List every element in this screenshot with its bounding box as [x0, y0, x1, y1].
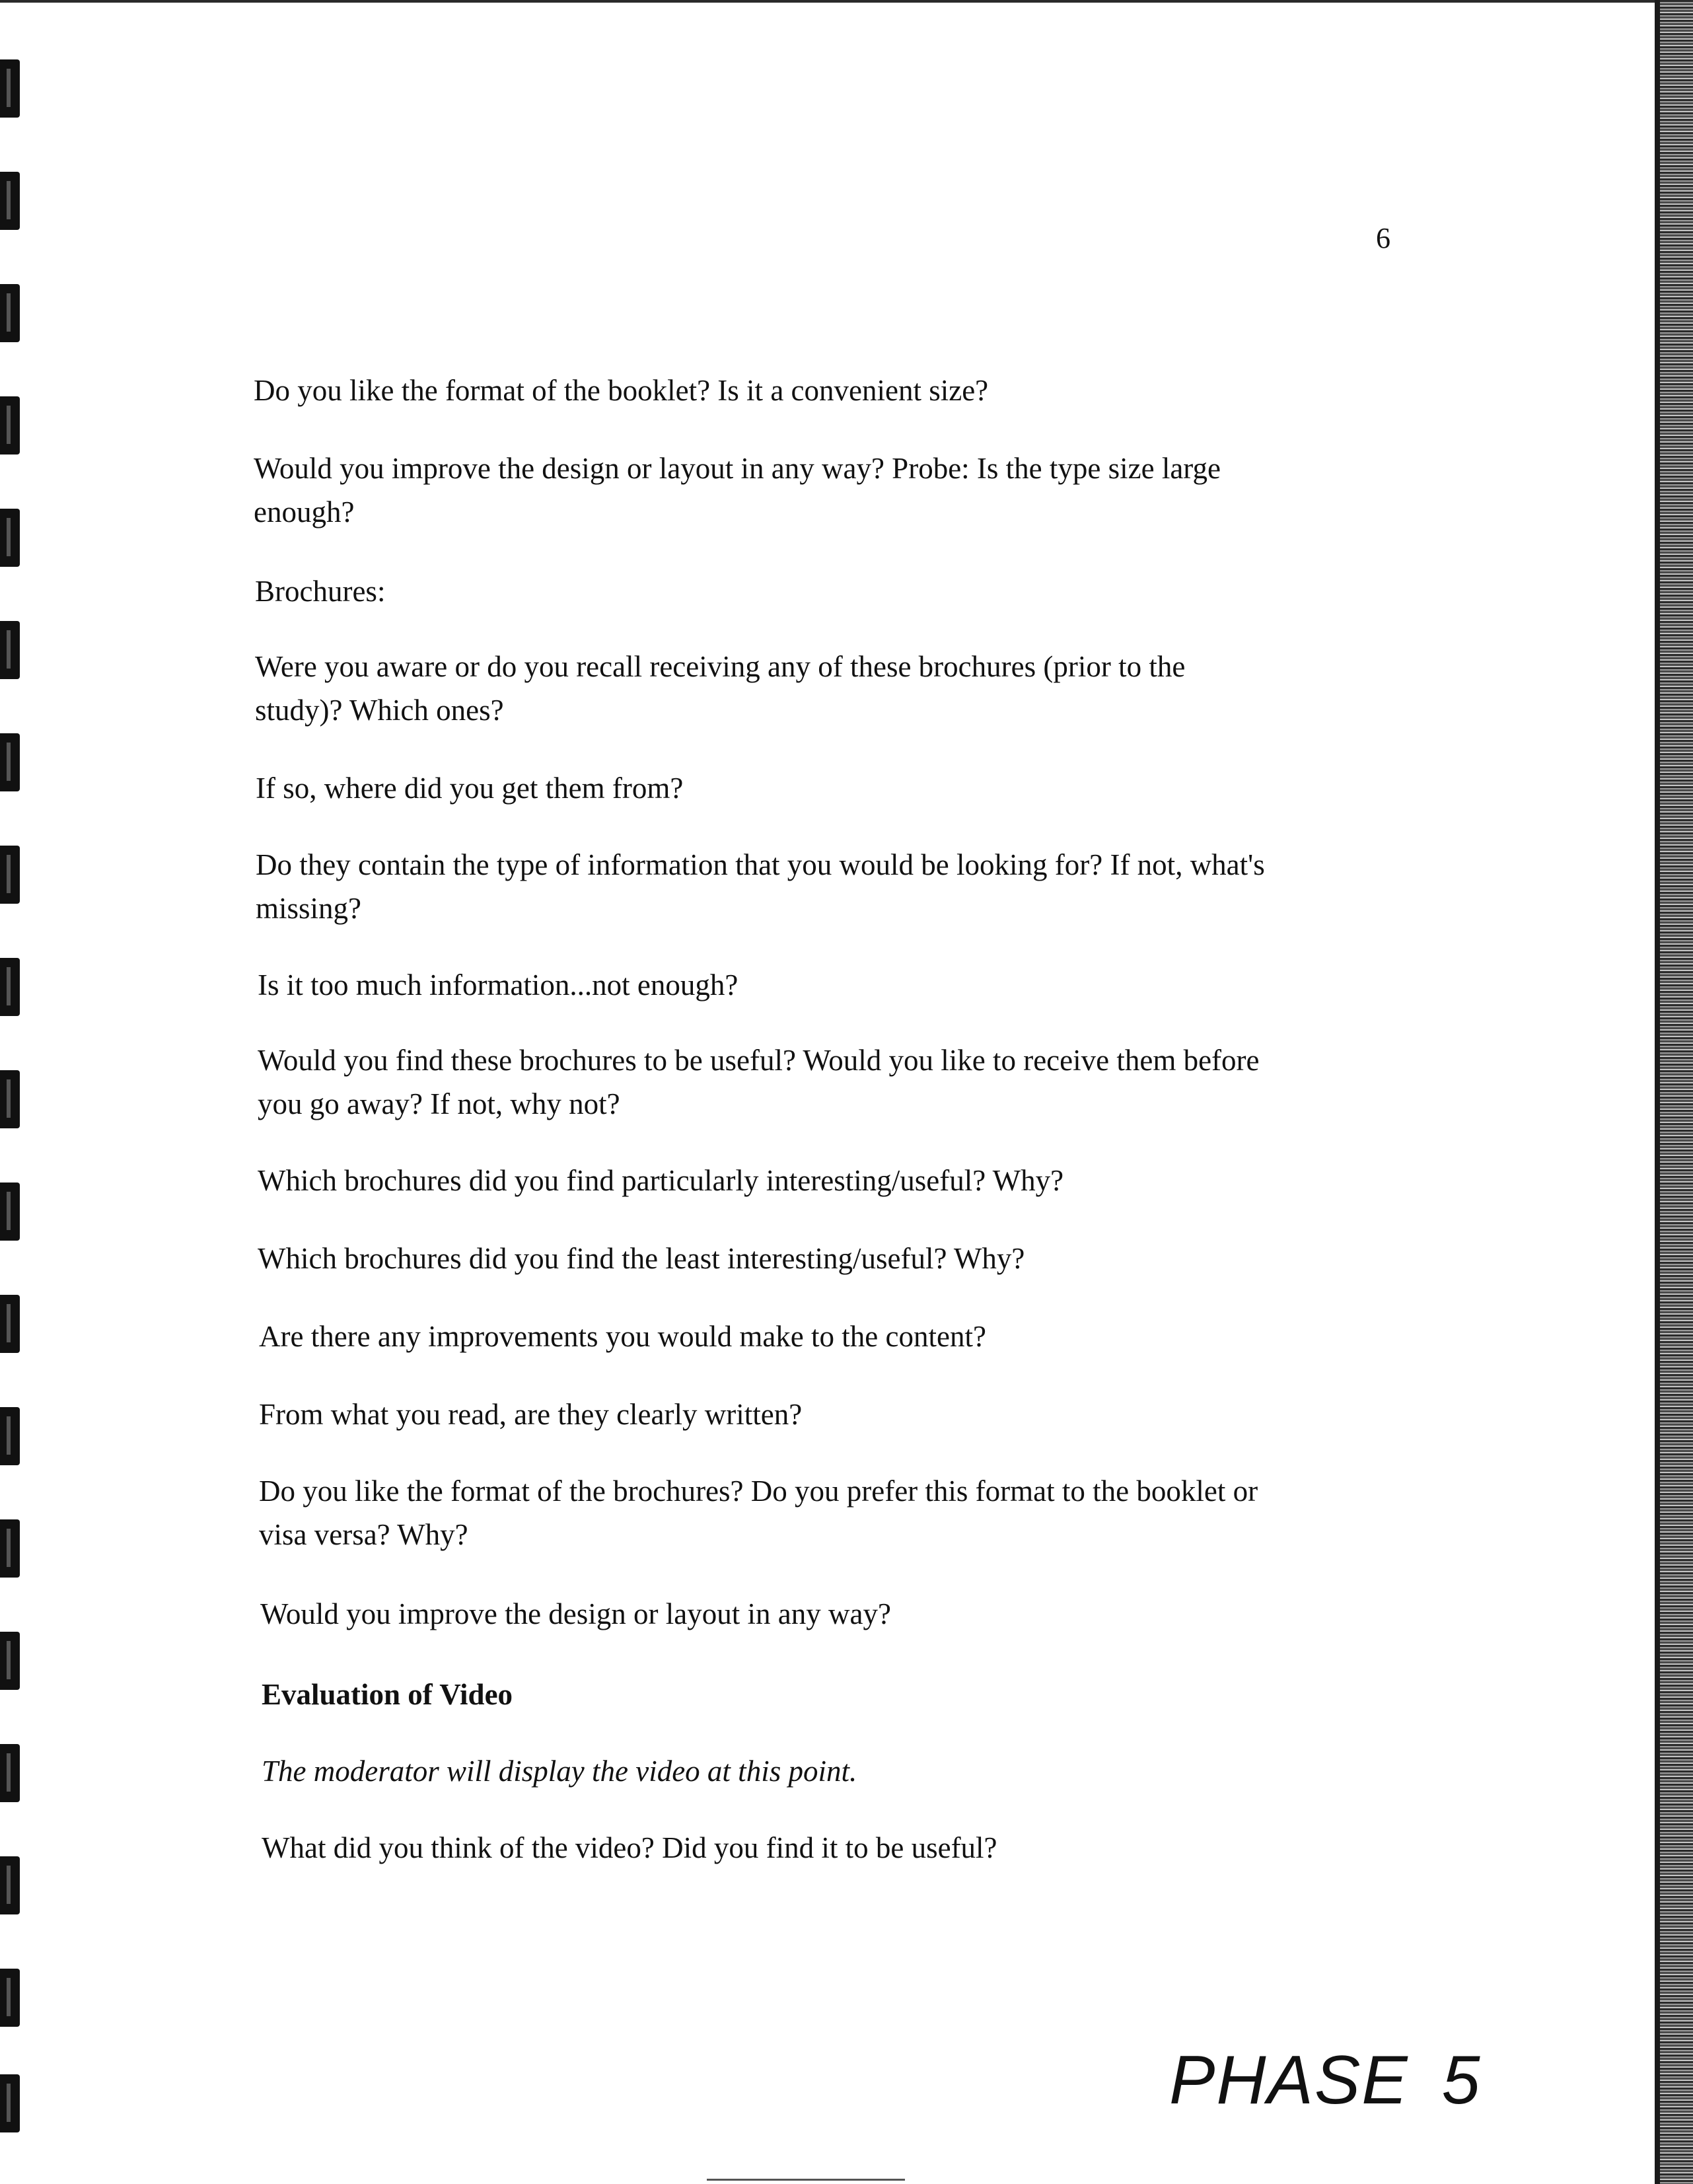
text-line: Are there any improvements you would make to the content? — [259, 1320, 986, 1353]
binder-tab — [0, 1070, 20, 1128]
text-line: enough? — [254, 495, 355, 528]
text-line: Were you aware or do you recall receiving any of these brochures (prior to the — [255, 650, 1186, 683]
binder-tab — [0, 172, 20, 230]
text-line: Do they contain the type of information that you would be looking for? If not, what's — [256, 848, 1265, 881]
text-line: The moderator will display the video at this point. — [262, 1755, 857, 1788]
text-line: Would you find these brochures to be useful? Would you like to receive them before — [258, 1044, 1260, 1077]
binder-tab — [0, 2074, 20, 2132]
binder-edge — [1655, 0, 1693, 2184]
binder-tab — [0, 1744, 20, 1802]
text-line: What did you think of the video? Did you find it to be useful? — [262, 1831, 997, 1864]
top-border-line — [0, 0, 1658, 3]
text-line: Do you like the format of the brochures? Do you prefer this format to the booklet or — [259, 1474, 1258, 1508]
question-booklet-design — [254, 447, 1221, 534]
text-line: missing? — [256, 892, 362, 925]
section-heading-evaluation-video — [262, 1673, 513, 1716]
question-brochures-aware — [255, 645, 1185, 732]
text-line: Is it too much information...not enough? — [258, 968, 738, 1001]
binder-tab — [0, 621, 20, 679]
question-brochure-format — [259, 1469, 1258, 1556]
question-most-interesting — [258, 1159, 1063, 1202]
question-video-opinion — [262, 1826, 997, 1870]
text-line: Would you improve the design or layout in any way? — [260, 1597, 891, 1630]
text-line: Would you improve the design or layout in any way? Probe: Is the type size large — [254, 452, 1221, 485]
phase-number: 5 — [1441, 2042, 1482, 2119]
question-brochure-design — [260, 1592, 891, 1636]
phase-word: PHASE — [1169, 2042, 1409, 2119]
binder-tab — [0, 1183, 20, 1241]
question-content-improvements — [259, 1315, 986, 1358]
binder-tab — [0, 59, 20, 118]
question-where-from — [256, 766, 683, 810]
text-line: Brochures: — [255, 575, 386, 608]
bottom-border-line — [707, 2179, 905, 2181]
binder-tab — [0, 1632, 20, 1690]
text-line: you go away? If not, why not? — [258, 1087, 620, 1120]
question-information-type — [256, 843, 1265, 930]
page-number: 6 — [1376, 222, 1390, 254]
binder-tab — [0, 958, 20, 1016]
text-line: Evaluation of Video — [262, 1678, 513, 1711]
binder-tab — [0, 846, 20, 904]
binder-tab — [0, 1519, 20, 1578]
binder-tab — [0, 1856, 20, 1914]
binder-tab — [0, 1407, 20, 1465]
binder-tab — [0, 1295, 20, 1353]
text-line: visa versa? Why? — [259, 1518, 468, 1551]
question-clearly-written — [259, 1393, 802, 1436]
text-line: From what you read, are they clearly written? — [259, 1398, 803, 1431]
text-line: Which brochures did you find particularly interesting/useful? Why? — [258, 1164, 1064, 1197]
binder-tab — [0, 284, 20, 342]
question-amount-information — [258, 963, 738, 1007]
question-least-interesting — [258, 1237, 1025, 1280]
binder-tab — [0, 1969, 20, 2027]
moderator-instruction — [262, 1749, 857, 1793]
question-booklet-format — [254, 369, 988, 412]
text-line: Do you like the format of the booklet? Is it a convenient size? — [254, 374, 989, 407]
phase-label — [1169, 2041, 1481, 2120]
text-line: If so, where did you get them from? — [256, 772, 684, 805]
binder-tab — [0, 733, 20, 791]
section-label-brochures — [255, 569, 385, 613]
question-brochures-useful — [258, 1038, 1260, 1126]
text-line: study)? Which ones? — [255, 694, 504, 727]
text-line: Which brochures did you find the least interesting/useful? Why? — [258, 1242, 1025, 1275]
binder-tab — [0, 396, 20, 455]
binder-tab — [0, 509, 20, 567]
